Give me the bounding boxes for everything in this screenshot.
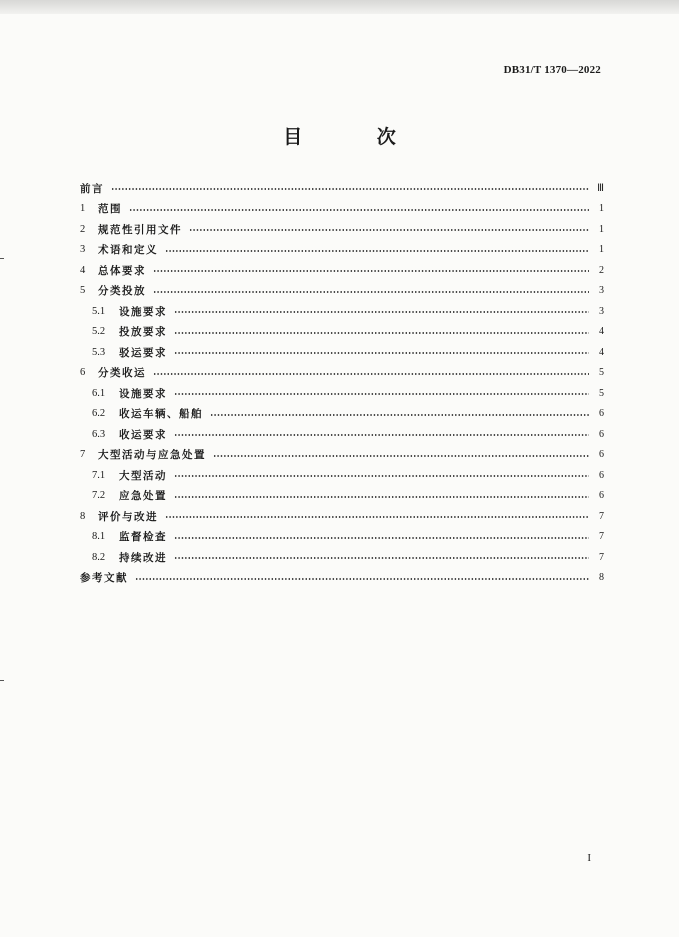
toc-entry-label: 规范性引用文件 <box>98 223 182 236</box>
toc-entry-page: 4 <box>599 346 604 358</box>
dot-leader <box>174 332 589 334</box>
scan-top-edge <box>0 0 679 14</box>
scan-mark <box>0 680 4 681</box>
toc-entry-number: 6.3 <box>92 428 106 440</box>
toc-entry-label: 分类投放 <box>98 285 146 298</box>
dot-leader <box>174 393 589 395</box>
dot-leader <box>213 455 589 457</box>
toc-entry[interactable] <box>80 383 604 404</box>
toc-entry-number: 5 <box>80 285 86 297</box>
dot-leader <box>174 537 589 539</box>
toc-entry-page: 2 <box>599 264 604 276</box>
toc-entry-number: 6 <box>80 367 86 379</box>
dot-leader <box>165 250 589 252</box>
dot-leader <box>174 352 589 354</box>
dot-leader <box>165 516 589 518</box>
toc-entry-label: 持续改进 <box>119 551 167 564</box>
toc-entry-number: 7 <box>80 449 86 461</box>
toc-entry-page: 6 <box>599 469 604 481</box>
toc-entry-page: 8 <box>599 572 604 584</box>
toc-entry-label: 设施要求 <box>119 305 167 318</box>
toc-entry-page: 7 <box>599 531 604 543</box>
toc-entry[interactable] <box>80 547 604 568</box>
page-title: 目 次 <box>283 126 430 148</box>
toc-entry-page: 7 <box>599 510 604 522</box>
toc-entry[interactable] <box>80 465 604 486</box>
toc-entry-number: 5.2 <box>92 326 106 338</box>
dot-leader <box>210 414 589 416</box>
toc-entry[interactable] <box>80 240 604 261</box>
toc-entry[interactable] <box>80 322 604 343</box>
toc-entry-number: 3 <box>80 244 86 256</box>
toc-entry-number: 2 <box>80 223 86 235</box>
toc-entry[interactable] <box>80 301 604 322</box>
toc-entry[interactable] <box>80 281 604 302</box>
toc-entry-number: 5.1 <box>92 305 106 317</box>
toc-entry[interactable] <box>80 342 604 363</box>
document-code: DB31/T 1370—2022 <box>503 64 601 76</box>
toc-entry-label: 收运要求 <box>119 428 167 441</box>
toc-entry-label: 术语和定义 <box>98 244 158 257</box>
toc-entry-page: 5 <box>599 367 604 379</box>
dot-leader <box>174 311 589 313</box>
toc-entry-label: 前言 <box>80 182 104 195</box>
page-number: I <box>587 852 591 864</box>
toc-entry-number: 7.2 <box>92 490 106 502</box>
toc-entry-number: 4 <box>80 264 86 276</box>
toc-entry-label: 参考文献 <box>80 572 128 585</box>
toc-entry[interactable] <box>80 178 604 199</box>
toc-entry-number: 8.1 <box>92 531 106 543</box>
dot-leader <box>174 434 589 436</box>
toc-entry[interactable] <box>80 363 604 384</box>
toc-entry-label: 分类收运 <box>98 367 146 380</box>
dot-leader <box>153 373 589 375</box>
toc-entry[interactable] <box>80 527 604 548</box>
toc-entry-page: Ⅲ <box>597 182 604 194</box>
toc-entry[interactable] <box>80 219 604 240</box>
toc-entry[interactable] <box>80 260 604 281</box>
toc-entry-label: 投放要求 <box>119 326 167 339</box>
toc-entry-label: 驳运要求 <box>119 346 167 359</box>
dot-leader <box>189 229 589 231</box>
toc-entry-page: 5 <box>599 387 604 399</box>
toc-entry-label: 大型活动与应急处置 <box>98 449 206 462</box>
toc-entry-label: 大型活动 <box>119 469 167 482</box>
toc-entry-number: 1 <box>80 203 86 215</box>
toc-entry-page: 3 <box>599 305 604 317</box>
toc-entry[interactable] <box>80 486 604 507</box>
toc-entry-label: 应急处置 <box>119 490 167 503</box>
toc-entry-page: 6 <box>599 490 604 502</box>
toc-entry-page: 1 <box>599 244 604 256</box>
dot-leader <box>111 188 589 190</box>
toc-entry-number: 7.1 <box>92 469 106 481</box>
toc-entry-page: 3 <box>599 285 604 297</box>
toc-entry-page: 6 <box>599 428 604 440</box>
dot-leader <box>135 578 589 580</box>
toc-entry[interactable] <box>80 506 604 527</box>
toc-entry[interactable] <box>80 199 604 220</box>
toc-entry-label: 监督检查 <box>119 531 167 544</box>
toc-entry[interactable] <box>80 404 604 425</box>
dot-leader <box>153 291 589 293</box>
table-of-contents <box>80 178 604 588</box>
toc-entry-label: 评价与改进 <box>98 510 158 523</box>
toc-entry-number: 6.1 <box>92 387 106 399</box>
toc-entry-number: 8 <box>80 510 86 522</box>
toc-entry-number: 6.2 <box>92 408 106 420</box>
toc-entry-label: 设施要求 <box>119 387 167 400</box>
dot-leader <box>153 270 589 272</box>
toc-entry-label: 范围 <box>98 203 122 216</box>
toc-entry[interactable] <box>80 424 604 445</box>
toc-entry-page: 6 <box>599 449 604 461</box>
toc-entry-number: 5.3 <box>92 346 106 358</box>
toc-entry-page: 1 <box>599 223 604 235</box>
toc-entry-number: 8.2 <box>92 551 106 563</box>
scan-mark <box>0 258 4 259</box>
toc-entry[interactable] <box>80 568 604 589</box>
toc-entry-page: 4 <box>599 326 604 338</box>
dot-leader <box>129 209 589 211</box>
toc-entry-page: 1 <box>599 203 604 215</box>
dot-leader <box>174 475 589 477</box>
dot-leader <box>174 557 589 559</box>
toc-entry-page: 7 <box>599 551 604 563</box>
toc-entry-label: 总体要求 <box>98 264 146 277</box>
dot-leader <box>174 496 589 498</box>
toc-entry-page: 6 <box>599 408 604 420</box>
toc-entry[interactable] <box>80 445 604 466</box>
toc-entry-label: 收运车辆、船舶 <box>119 408 203 421</box>
